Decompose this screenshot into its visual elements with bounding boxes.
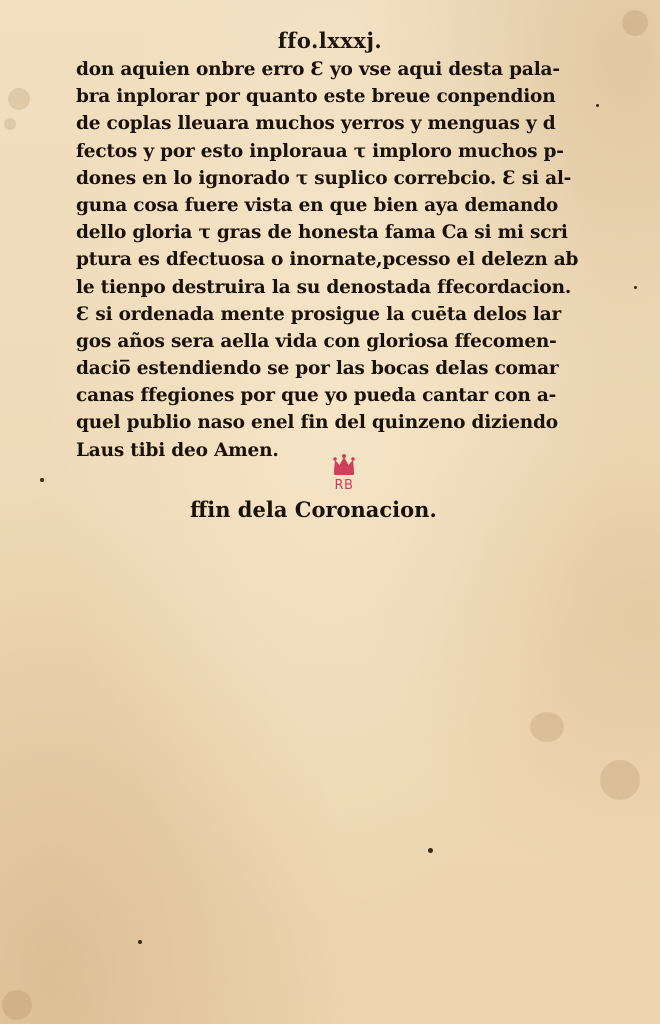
text-line: ptura es dfectuosa o inornate,pcesso el delezn ab: [76, 249, 579, 271]
crown-icon: [326, 452, 362, 478]
page-speck: [596, 104, 599, 107]
body-text: [76, 56, 596, 464]
text-line: fectos y por esto inploraua τ imploro muchos p-: [76, 140, 564, 162]
text-line: gos años sera aella vida con gloriosa ffecomen-: [76, 330, 557, 352]
text-line: Laus tibi deo Amen.: [76, 439, 279, 461]
text-line: don aquien onbre erro Ɛ yo vse aqui desta pala-: [76, 59, 560, 80]
page-speck: [634, 286, 637, 289]
text-line: dacio̅ estendiendo se por las bocas delas comar: [76, 358, 559, 380]
colophon: ffin dela Coronacion.: [190, 497, 437, 522]
page-speck: [428, 848, 433, 853]
text-line: Ɛ si ordenada mente prosigue la cuēta delos lar: [76, 303, 562, 325]
page-stain: [8, 88, 30, 110]
library-stamp: [326, 452, 362, 496]
text-line: de coplas lleuara muchos yerros y menguas y d: [76, 113, 556, 135]
text-line: bra inplorar por quanto este breue conpendion: [76, 86, 556, 108]
page-speck: [138, 940, 142, 944]
page-stain: [600, 760, 640, 800]
page-speck: [40, 478, 44, 482]
text-line: quel publio naso enel fin del quinzeno diziendo: [76, 412, 558, 434]
text-line: le tienpo destruira la su denostada ffecordacion.: [76, 276, 572, 298]
text-line: dones en lo ignorado τ suplico correbcio. Ɛ si al-: [76, 167, 572, 189]
text-line: canas ffegiones por que yo pueda cantar con a-: [76, 385, 557, 407]
folio-number: ffo.lxxxj.: [277, 28, 383, 53]
page-stain: [2, 990, 32, 1020]
text-line: dello gloria τ gras de honesta fama Ca si mi scri: [76, 222, 568, 244]
page-stain: [4, 118, 16, 130]
stamp-initials: RB: [334, 478, 354, 493]
page-stain: [530, 712, 564, 742]
text-line: guna cosa fuere vista en que bien aya demando: [76, 194, 559, 216]
